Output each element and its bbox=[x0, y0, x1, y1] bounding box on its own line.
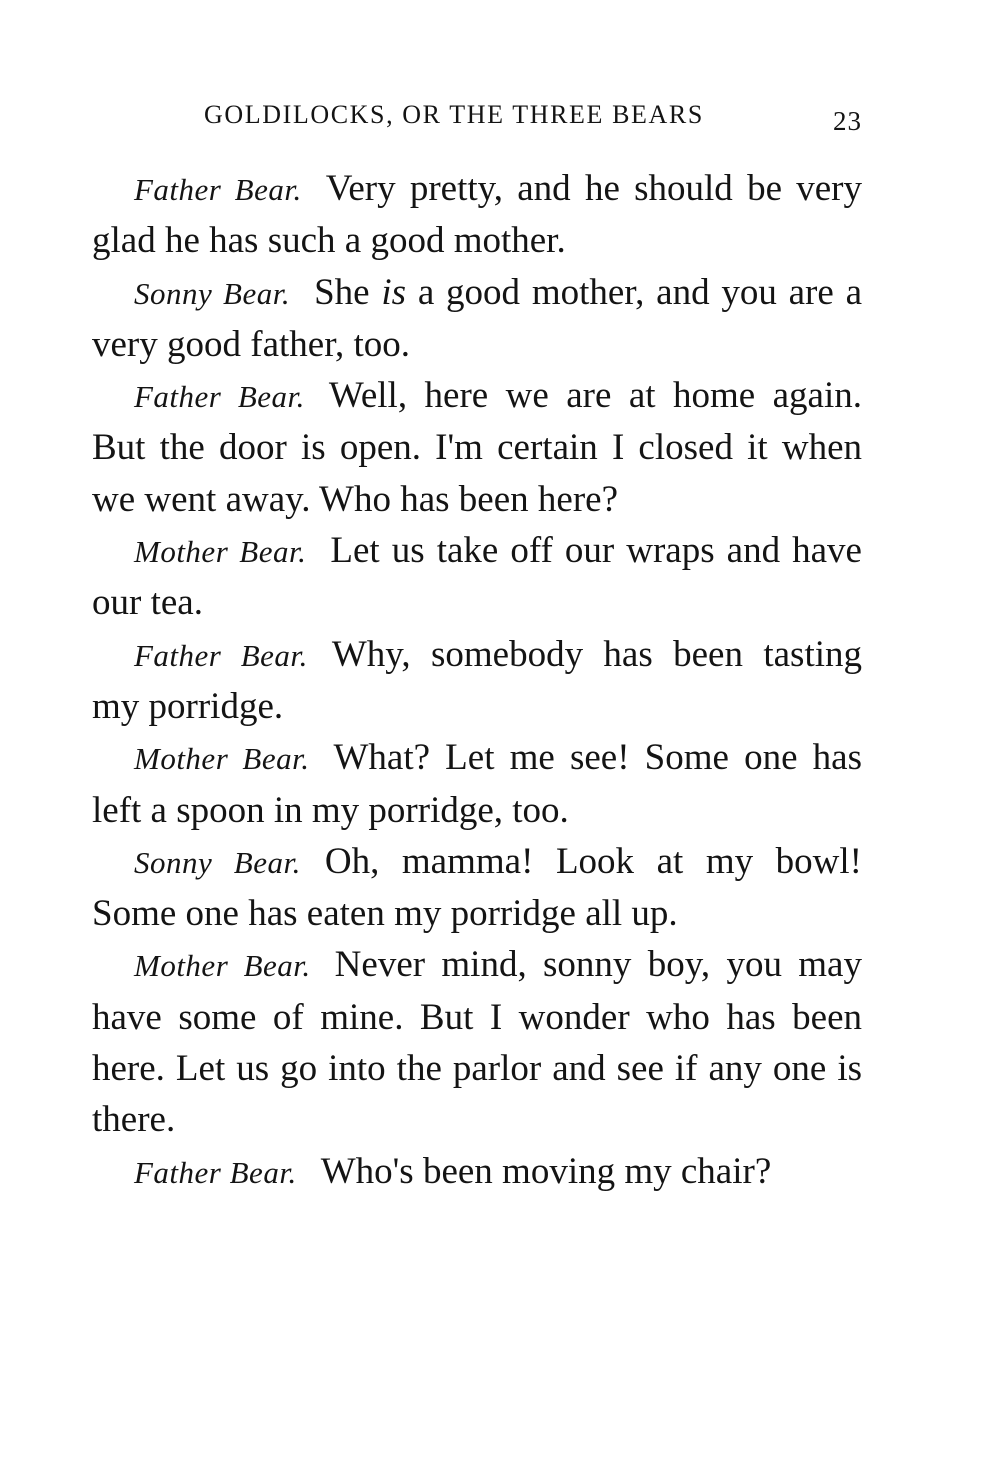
dialogue-line: Well, here we are at home again. But the door is open. I'm certain I closed it when we went away. Who has been here? bbox=[92, 375, 862, 520]
dialogue-line: Oh, mamma! Look at my bowl! Some one has eaten my porridge all up. bbox=[92, 840, 862, 935]
dialogue-paragraph-4 bbox=[92, 525, 862, 629]
dialogue-line: Very pretty, and he should be very glad he has such a good mother. bbox=[92, 168, 863, 262]
dialogue-line: a good mother, and you are a very good father, too. bbox=[92, 271, 862, 365]
dialogue-paragraph-5 bbox=[92, 629, 862, 733]
dialogue-line: Why, somebody has been tasting my porridge. bbox=[92, 633, 863, 727]
dialogue-line: What? Let me see! Some one has left a spoon in my porridge, too. bbox=[92, 737, 862, 831]
dialogue-line: She bbox=[314, 271, 382, 313]
dialogue-line: Let us take off our wraps and have our tea. bbox=[92, 530, 862, 624]
dialogue-paragraph-1 bbox=[92, 163, 862, 267]
page-number: 23 bbox=[833, 106, 862, 136]
speaker-label: Mother Bear. bbox=[134, 741, 310, 777]
dialogue-line: Who's been moving my chair? bbox=[320, 1150, 772, 1192]
dialogue-paragraph-8 bbox=[92, 939, 862, 1145]
dialogue-paragraph-2 bbox=[92, 267, 862, 371]
speaker-label: Sonny Bear. bbox=[134, 275, 291, 311]
dialogue-line: Never mind, sonny boy, you may have some of mine. But I wonder who has been here. Let us go into the parlor and see if any one is there. bbox=[92, 944, 862, 1141]
speaker-label: Sonny Bear. bbox=[134, 844, 301, 880]
speaker-label: Father Bear. bbox=[134, 379, 305, 415]
speaker-label: Mother Bear. bbox=[134, 534, 307, 570]
dialogue-paragraph-9 bbox=[92, 1146, 862, 1198]
speaker-label: Father Bear. bbox=[134, 637, 308, 673]
running-head bbox=[92, 100, 862, 140]
dialogue-text bbox=[92, 163, 862, 1198]
speaker-label: Father Bear. bbox=[134, 1154, 297, 1190]
running-title: GOLDILOCKS, OR THE THREE BEARS bbox=[204, 100, 704, 129]
speaker-label: Father Bear. bbox=[134, 172, 302, 207]
dialogue-paragraph-6 bbox=[92, 732, 862, 836]
dialogue-paragraph-3 bbox=[92, 370, 862, 525]
dialogue-paragraph-7 bbox=[92, 836, 862, 940]
speaker-label: Mother Bear. bbox=[134, 948, 311, 984]
emphasized-word: is bbox=[381, 271, 407, 313]
